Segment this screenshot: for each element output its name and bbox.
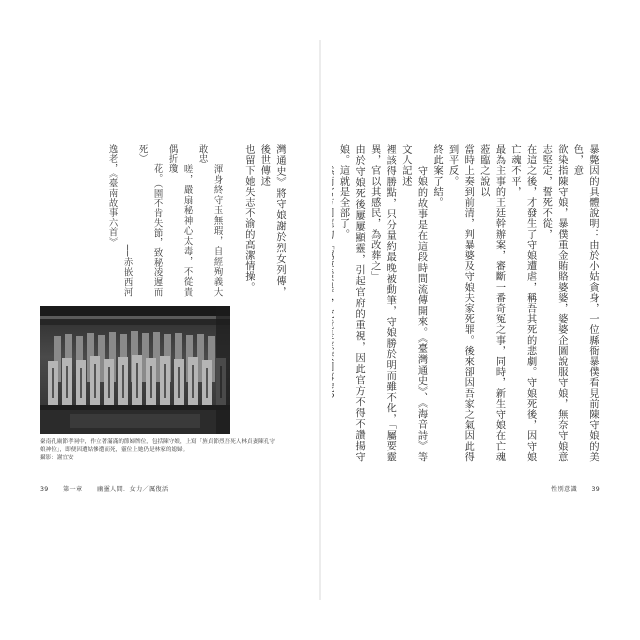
right-folio bbox=[551, 484, 600, 493]
right-column-line: 當時上奏到前清，判暴婆及守娘夫家死罪。後來卻因吾家之氣因此得到平反。 bbox=[446, 144, 474, 462]
left-column-line: 嗟，嚴扇秘神心太毒，不從貴偶折瓊 bbox=[166, 144, 193, 297]
photo-caption-text: 臺南孔廟節孝祠中，作立著滿滿的節婦牌位，包括陳守娘，上寫「旌貞節烈吾死人林貞妻陳孔守娘神位」，即便因遭姑慘遭而死，靈位上她仍是林家的媳婦。 bbox=[40, 439, 275, 453]
chapter-title: 幽靈人間．女力／厲復活 bbox=[97, 486, 169, 493]
right-column-line: 暴斃因的具體說明：由於小姑貪身，一位縣衙暴僕看見前陳守娘的美色，意 bbox=[571, 144, 598, 462]
confucius-temple-tablets-photo bbox=[40, 306, 230, 434]
left-column-line: ──赤嵌西河逸老，《臺南故事六首》 bbox=[106, 144, 133, 297]
right-column-line bbox=[332, 144, 335, 462]
left-column-line bbox=[92, 144, 105, 297]
right-page-body-text bbox=[332, 144, 600, 462]
photo-credit: 攝影：謝宜安 bbox=[40, 455, 74, 461]
right-page-number: 39 bbox=[591, 486, 600, 493]
left-page-number: 39 bbox=[40, 486, 49, 493]
section-label: 性別意識 bbox=[551, 486, 577, 493]
left-page-body-text bbox=[92, 144, 287, 297]
left-column-line: 灣通史》將守娘謝於烈女列傳，後世傳述 bbox=[258, 144, 285, 297]
book-gutter bbox=[319, 40, 321, 600]
right-column-line: 裡該得勝點，只分量約最晚被動筆，守娘勝於明而雖不化，「屬要靈異，官以其感民，為改葬之」 bbox=[368, 144, 396, 462]
left-column-line bbox=[225, 144, 241, 297]
left-folio bbox=[40, 484, 168, 493]
photo-caption bbox=[40, 438, 280, 462]
right-column-line: 欲染指陳守娘，暴僕重金賄賂婆婆，婆婆企圖說服守娘，無奈守娘意志堅定，誓死不從， bbox=[540, 144, 567, 462]
right-column-line: 終此案了結。 bbox=[431, 144, 443, 208]
left-column-line: 也留下她失志不渝的高潔情操。 bbox=[242, 144, 254, 293]
right-column-line: 守娘的故事是在這段時間流傳開來。《臺灣通史》、《海音詩》等文人記述 bbox=[399, 144, 427, 462]
ancestral-tablets-image bbox=[40, 306, 230, 434]
right-column-line: 最為主事的王廷幹辦案，審斷一番奇冤之事，同時，新生守娘在亡魂蒞臨之說以 bbox=[477, 144, 505, 462]
right-column-line: 在這之後，才發生了守娘遭虐，稱吾其死的悲劇。守娘死後，因守娘亡魂不平， bbox=[509, 144, 536, 462]
left-column-line: 渾身終守玉無瑕，自經殉義大敢忠 bbox=[196, 144, 223, 297]
chapter-label: 第一章 bbox=[63, 486, 83, 493]
left-column-line: 花。（園不肯失節，致秘凌遲而死） bbox=[136, 144, 163, 297]
right-column-line: 由於守娘死後屢屢顯靈，引起官府的重視，因此官方不得不讚揚守娘。這就是全部了。 bbox=[337, 144, 365, 462]
